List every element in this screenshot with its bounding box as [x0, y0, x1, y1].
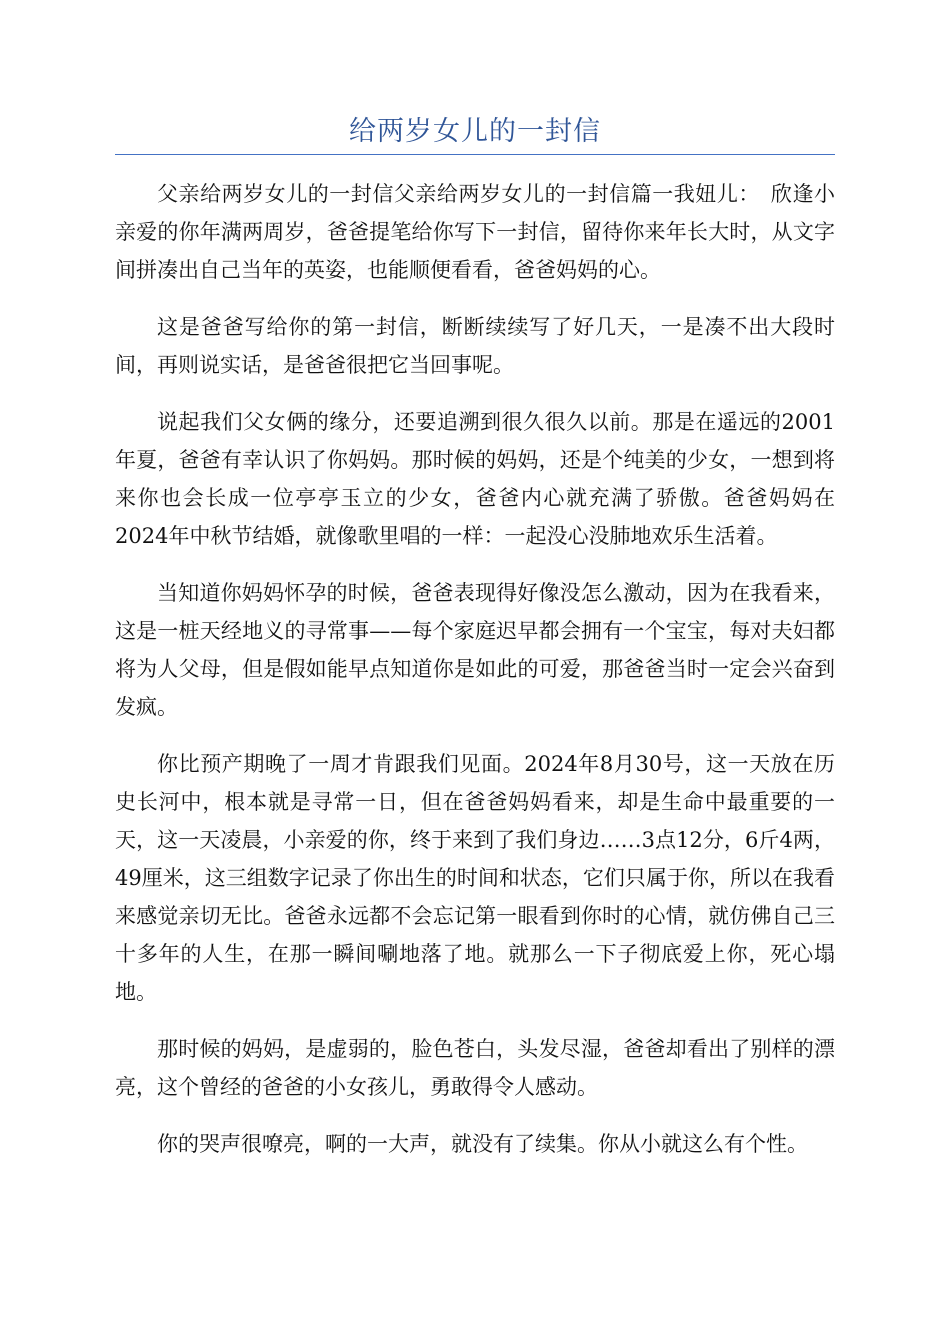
title-underline [115, 154, 835, 155]
document-title: 给两岁女儿的一封信 [349, 116, 601, 147]
paragraph-3: 说起我们父女俩的缘分，还要追溯到很久很久以前。那是在遥远的2001年夏，爸爸有幸认识了你妈妈。那时候的妈妈，还是个纯美的少女，一想到将来你也会长成一位亭亭玉立的少女，爸爸内心就充满了骄傲。爸爸妈妈在2024年中秋节结婚，就像歌里唱的一样：一起没心没肺地欢乐生活着。 [115, 410, 835, 548]
paragraph-4: 当知道你妈妈怀孕的时候，爸爸表现得好像没怎么激动，因为在我看来，这是一桩天经地义的寻常事——每个家庭迟早都会拥有一个宝宝，每对夫妇都将为人父母，但是假如能早点知道你是如此的可爱，那爸爸当时一定会兴奋到发疯。 [115, 581, 835, 719]
paragraph-5: 你比预产期晚了一周才肯跟我们见面。2024年8月30号，这一天放在历史长河中，根本就是寻常一日，但在爸爸妈妈看来，却是生命中最重要的一天，这一天凌晨，小亲爱的你，终于来到了我们身边……3点12分，6斤4两，49厘米，这三组数字记录了你出生的时间和状态，它们只属于你，所以在我看来感觉亲切无比。爸爸永远都不会忘记第一眼看到你时的心情，就仿佛自己三十多年的人生，在那一瞬间唰地落了地。就那么一下子彻底爱上你，死心塌地。 [115, 752, 835, 1004]
document-body [115, 175, 835, 1182]
paragraph-7: 你的哭声很嘹亮，啊的一大声，就没有了续集。你从小就这么有个性。 [157, 1132, 808, 1156]
paragraph-6: 那时候的妈妈，是虚弱的，脸色苍白，头发尽湿，爸爸却看出了别样的漂亮，这个曾经的爸爸的小女孩儿，勇敢得令人感动。 [115, 1037, 835, 1099]
paragraph-2: 这是爸爸写给你的第一封信，断断续续写了好几天，一是凑不出大段时间，再则说实话，是爸爸很把它当回事呢。 [115, 315, 835, 377]
paragraph-1: 父亲给两岁女儿的一封信父亲给两岁女儿的一封信篇一我妞儿： 欣逢小亲爱的你年满两周岁，爸爸提笔给你写下一封信，留待你来年长大时，从文字间拼凑出自己当年的英姿，也能顺便看看，爸爸妈妈的心。 [115, 182, 835, 282]
